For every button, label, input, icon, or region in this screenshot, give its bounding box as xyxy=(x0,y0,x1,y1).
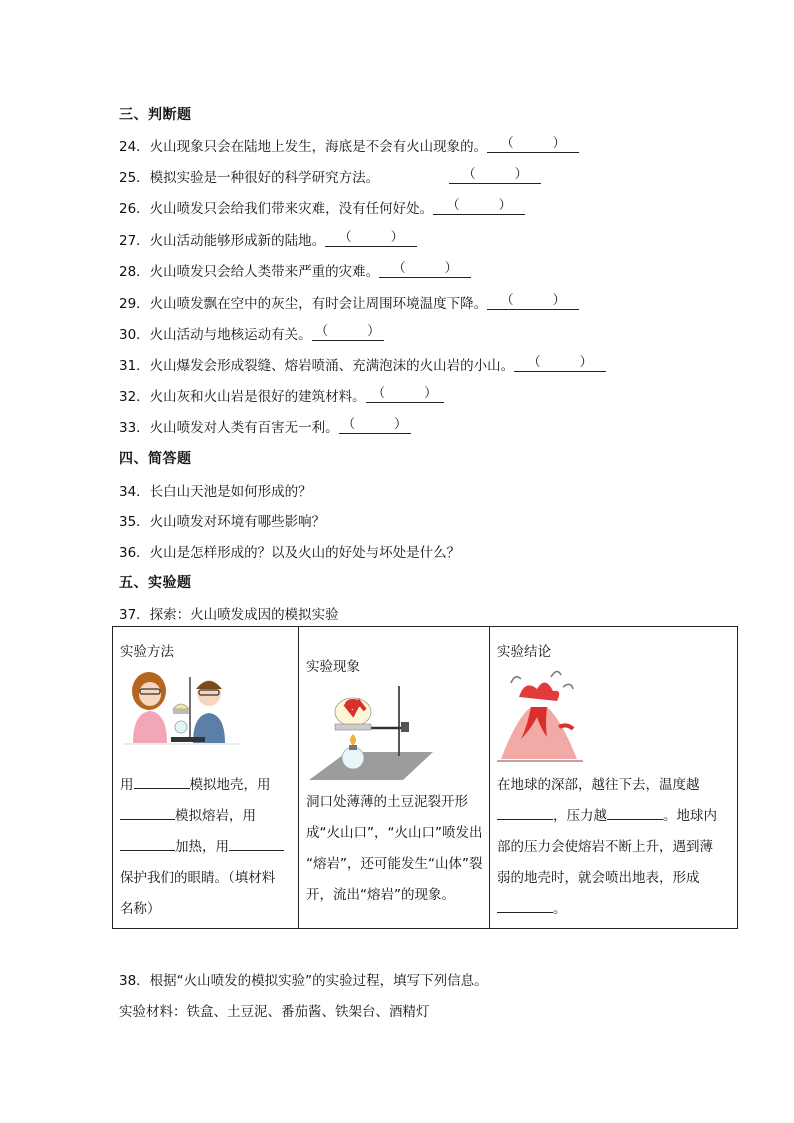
answer-underline xyxy=(325,246,417,247)
answer-blank-31[interactable] xyxy=(514,354,606,370)
method-text: 用 模拟地壳，用 模拟熔岩，用 加热，用 保护我们的眼睛。（填材料 名称） xyxy=(120,770,295,925)
answer-blank-33[interactable] xyxy=(339,416,411,432)
blank-eye-protection[interactable] xyxy=(229,836,284,851)
short-question-35: 35．火山喷发对环境有哪些影响？ xyxy=(119,514,326,530)
tf-question-26: 26．火山喷发只会给我们带来灾难，没有任何好处。 （ ） xyxy=(119,197,525,217)
tf-question-28: 28．火山喷发只会给人类带来严重的灾难。 （ ） xyxy=(119,260,471,280)
section-heading-experiment: 五、实验题 xyxy=(119,575,192,591)
short-question-34: 34．长白山天池是如何形成的？ xyxy=(119,484,312,500)
method-cell xyxy=(113,627,299,929)
answer-underline xyxy=(366,402,444,403)
answer-parentheses: （ ） xyxy=(372,386,438,401)
answer-blank-25[interactable] xyxy=(449,166,541,182)
answer-parentheses: （ ） xyxy=(342,417,408,432)
answer-underline xyxy=(514,371,606,372)
answer-blank-27[interactable] xyxy=(325,229,417,245)
experiment-table xyxy=(112,626,738,929)
tf-question-24: 24．火山现象只会在陆地上发生，海底是不会有火山现象的。 （ ） xyxy=(119,135,579,155)
answer-parentheses: （ ） xyxy=(527,355,593,370)
section-heading-short-answer: 四、简答题 xyxy=(119,451,192,467)
tf-question-31: 31．火山爆发会形成裂缝、熔岩喷涌、充满泡沫的火山岩的小山。 （ ） xyxy=(119,354,606,374)
answer-parentheses: （ ） xyxy=(392,261,458,276)
answer-blank-26[interactable] xyxy=(433,197,525,213)
blank-heat-source[interactable] xyxy=(120,836,175,851)
answer-blank-30[interactable] xyxy=(312,323,384,339)
answer-blank-24[interactable] xyxy=(487,135,579,151)
tf-question-33: 33．火山喷发对人类有百害无一利。 （ ） xyxy=(119,416,411,436)
tf-question-25: 25．模拟实验是一种很好的科学研究方法。 （ ） xyxy=(119,166,541,186)
volcano-illustration xyxy=(497,667,583,763)
answer-underline xyxy=(487,152,579,153)
blank-lava-material[interactable] xyxy=(120,805,175,820)
answer-underline xyxy=(312,340,384,341)
blank-crust-material[interactable] xyxy=(134,774,190,789)
tf-question-32: 32．火山灰和火山岩是很好的建筑材料。 （ ） xyxy=(119,385,444,405)
answer-blank-28[interactable] xyxy=(379,260,471,276)
answer-underline xyxy=(379,277,471,278)
phenomenon-text: 洞口处薄薄的土豆泥裂开形 成“火山口”，“火山口”喷发出 “熔岩”，还可能发生“山体”裂 开，流出“熔岩”的现象。 xyxy=(306,794,483,903)
question-37-title: 37．探索：火山喷发成因的模拟实验 xyxy=(119,607,339,623)
tf-question-29: 29．火山喷发飘在空中的灰尘，有时会让周围环境温度下降。 （ ） xyxy=(119,292,579,312)
blank-pressure[interactable] xyxy=(607,805,663,820)
answer-parentheses: （ ） xyxy=(500,293,566,308)
answer-underline xyxy=(339,433,411,434)
answer-parentheses: （ ） xyxy=(462,167,528,182)
conclusion-title: 实验结论 xyxy=(497,644,551,660)
phenomenon-cell xyxy=(299,627,490,929)
answer-underline xyxy=(433,214,525,215)
blank-temperature[interactable] xyxy=(497,805,553,820)
answer-underline xyxy=(487,309,579,310)
answer-parentheses: （ ） xyxy=(315,324,381,339)
question-38-text: 38．根据“火山喷发的模拟实验”的实验过程，填写下列信息。 xyxy=(119,973,488,989)
section-heading-true-false: 三、判断题 xyxy=(119,107,192,123)
tf-question-30: 30．火山活动与地核运动有关。 （ ） xyxy=(119,323,384,343)
blank-volcano[interactable] xyxy=(497,898,553,913)
answer-underline xyxy=(449,183,541,184)
conclusion-cell xyxy=(490,627,738,929)
conclusion-text: 在地球的深部，越往下去，温度越 ，压力越 。地球内 部的压力会使熔岩不断上升，遇到薄 弱的地壳时，就会喷出地表，形成 。 xyxy=(497,777,717,917)
answer-parentheses: （ ） xyxy=(500,136,566,151)
answer-parentheses: （ ） xyxy=(446,198,512,213)
students-experiment-illustration xyxy=(123,669,241,745)
phenomenon-title: 实验现象 xyxy=(306,659,360,675)
apparatus-illustration xyxy=(307,682,435,782)
answer-blank-32[interactable] xyxy=(366,385,444,401)
answer-parentheses: （ ） xyxy=(338,230,404,245)
method-title: 实验方法 xyxy=(120,644,174,660)
short-question-36: 36．火山是怎样形成的？以及火山的好处与坏处是什么？ xyxy=(119,545,461,561)
answer-blank-29[interactable] xyxy=(487,292,579,308)
question-38-materials: 实验材料：铁盒、土豆泥、番茄酱、铁架台、酒精灯 xyxy=(119,1004,430,1020)
tf-question-27: 27．火山活动能够形成新的陆地。 （ ） xyxy=(119,229,417,249)
